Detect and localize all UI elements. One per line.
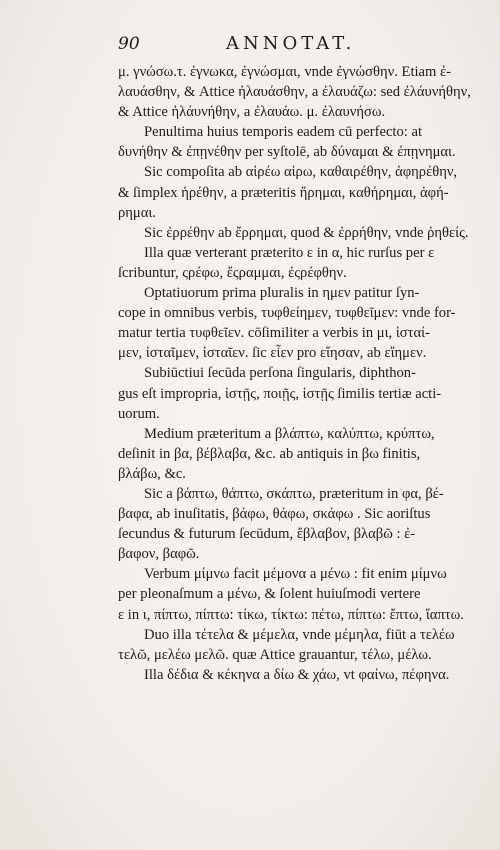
text-line: ſcribuntur, ςρέφω, ἔςραμμαι, ἐςρέφθην.	[118, 264, 347, 281]
text-line: gus eſt impropria, ἱστῇς, ποιῇς, ἱστῇς ſimilis tertiæ acti-	[118, 385, 442, 402]
text-line: τελῶ, μελέω μελῶ. quæ Attice grauantur, τέλω, μέλω.	[118, 646, 432, 663]
text-line: & ſimplex ἡρέθην, a præteritis ἥρημαι, καθήρημαι, ἀφή-	[118, 184, 449, 201]
text-line: ε in ι, πίπτω, πίπτω: τίκω, τίκτω: πέτω, πίπτω: ἔπτω, ἴαπτω.	[118, 606, 464, 623]
text-line: Verbum μίμνω facit μέμονα a μένω : fit enim μίμνω	[144, 566, 447, 583]
page-header	[0, 30, 500, 58]
text-line: Subiūctiui ſecūda perſona ſingularis, diphthon-	[144, 365, 416, 382]
text-line: Illa quæ verterant præterito ε in α, hic rurſus per ε	[144, 244, 435, 261]
text-line: Optatiuorum prima pluralis in ημεν patitur ſyn-	[144, 285, 420, 302]
text-line: uorum.	[118, 405, 160, 422]
text-line: ρημαι.	[118, 204, 156, 221]
page-number: 90	[118, 34, 140, 54]
text-line: βαφον, βαφῶ.	[118, 546, 200, 563]
text-line: per pleonaſmum a μένω, & ſolent huiuſmodi vertere	[118, 586, 421, 603]
text-line: βλάβω, &c.	[118, 465, 186, 482]
text-line: Sic compoſita ab αἱρέω αἱρω, καθαιρέθην, ἀφηρέθην,	[144, 164, 458, 181]
text-line: ſecundus & futurum ſecūdum, ἔβλαβον, βλαβῶ : ἐ-	[118, 526, 416, 543]
text-line: δυνήθην & ἐπῃνέθην per syſtolē, ab δύναμαι & ἐπῃνημαι.	[118, 144, 456, 161]
text-line: Sic a βάπτω, θάπτω, σκάπτω, præteritum in φα, βέ-	[144, 485, 444, 502]
text-line: Duo illa τέτελα & μέμελα, vnde μέμηλα, fiūt a τελέω	[144, 626, 455, 643]
text-line: λαυάσθην, & Attice ἠλαυάσθην, a ἐλαυάζω: sed ἐλάυνήθην,	[118, 84, 471, 101]
text-line: Illa δέδια & κέκηνα a δίω & χάω, vt φαίνω, πέφηνα.	[144, 666, 450, 683]
text-line: μεν, ἱσταῖμεν, ἱσταῖεν. ſic εἶεν pro εἴησαν, ab εἴημεν.	[118, 345, 427, 362]
text-line: cope in omnibus verbis, τυφθείημεν, τυφθεῖμεν: vnde for-	[118, 305, 456, 322]
text-line: matur tertia τυφθεῖεν. cōſimiliter a verbis in μι, ἱσταί-	[118, 325, 430, 342]
text-block	[118, 62, 490, 685]
text-line: deſinit in βα, βέβλαβα, &c. ab antiquis in βω finitis,	[118, 445, 421, 462]
text-line: μ. γνώσω.τ. ἐγνωκα, ἐγνώσμαι, vnde ἐγνώσθην. Etiam ἐ-	[118, 64, 452, 80]
text-line: & Attice ἠλάυνήθην, a ἐλαυάω. μ. ἐλαυνήσω.	[118, 104, 386, 121]
text-line: Medium præteritum a βλάπτω, καλύπτω, κρύπτω,	[144, 425, 435, 442]
text-line: Sic ἐρρέθην ab ἔρρημαι, quod & ἐρρήθην, vnde ῥηθείς.	[144, 224, 469, 241]
text-line: βαφα, ab inuſitatis, βάφω, θάφω, σκάφω . Sic aoriſtus	[118, 506, 431, 523]
running-head: ANNOTAT.	[226, 33, 356, 54]
text-line: Penultima huius temporis eadem cū perfecto: at	[144, 124, 423, 141]
